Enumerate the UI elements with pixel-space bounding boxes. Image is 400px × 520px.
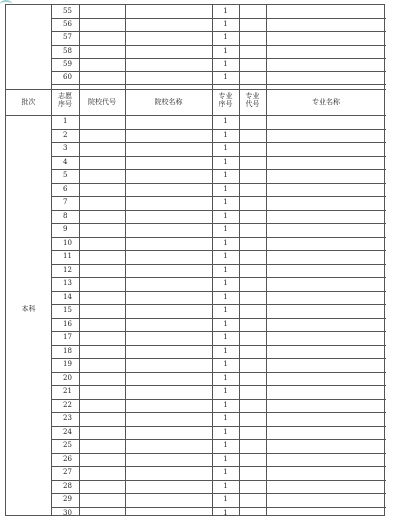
header-major-no-line1: 专业 xyxy=(218,92,233,100)
major-seq-value: 1 xyxy=(223,252,228,260)
choice-number: 58 xyxy=(63,46,72,55)
choice-number: 12 xyxy=(63,265,72,274)
header-choice-no-line2: 序号 xyxy=(58,100,72,108)
header-major-code-line1: 专业 xyxy=(245,92,260,100)
major-seq-value: 1 xyxy=(223,144,228,152)
choice-number: 1 xyxy=(63,117,68,125)
major-seq-value: 1 xyxy=(223,441,228,449)
major-seq-value: 1 xyxy=(223,117,228,125)
header-major-no-line2: 序号 xyxy=(218,100,233,108)
choice-number: 8 xyxy=(63,211,68,220)
choice-number: 11 xyxy=(63,252,72,260)
header-choice-no xyxy=(51,92,79,108)
major-seq-value: 1 xyxy=(223,427,228,436)
major-seq-value: 1 xyxy=(223,33,228,42)
major-seq-value: 1 xyxy=(223,171,228,179)
major-seq-value: 1 xyxy=(223,454,228,463)
choice-number: 25 xyxy=(63,441,72,449)
major-seq-value: 1 xyxy=(223,157,228,166)
choice-number: 55 xyxy=(63,7,72,15)
major-seq-value: 1 xyxy=(223,360,228,368)
choice-number: 5 xyxy=(63,171,68,179)
major-seq-value: 1 xyxy=(223,225,228,233)
batch-label: 本科 xyxy=(21,305,36,313)
header-batch: 批次 xyxy=(21,98,36,106)
major-seq-value: 1 xyxy=(223,468,228,476)
choice-number: 13 xyxy=(63,279,72,287)
choice-number: 59 xyxy=(63,59,72,68)
major-seq-value: 1 xyxy=(223,373,228,382)
header-major-no xyxy=(212,92,239,108)
header-major-code xyxy=(239,92,266,108)
choice-number: 30 xyxy=(63,508,72,517)
choice-number: 17 xyxy=(63,333,72,341)
choice-number: 3 xyxy=(63,144,68,152)
major-seq-value: 1 xyxy=(223,279,228,287)
choice-number: 7 xyxy=(63,198,68,206)
choice-number: 29 xyxy=(63,495,72,503)
choice-number: 24 xyxy=(63,427,72,436)
major-seq-value: 1 xyxy=(223,292,228,301)
choice-number: 15 xyxy=(63,306,72,314)
major-seq-value: 1 xyxy=(223,414,228,422)
major-seq-value: 1 xyxy=(223,238,228,247)
major-seq-value: 1 xyxy=(223,7,228,15)
major-seq-value: 1 xyxy=(223,508,228,517)
header-school-name: 院校名称 xyxy=(154,98,183,106)
major-seq-value: 1 xyxy=(223,333,228,341)
choice-number: 18 xyxy=(63,346,72,355)
choice-number: 56 xyxy=(63,20,72,29)
major-seq-value: 1 xyxy=(223,346,228,355)
major-seq-value: 1 xyxy=(223,400,228,409)
major-seq-value: 1 xyxy=(223,46,228,55)
choice-number: 28 xyxy=(63,481,72,490)
choice-number: 26 xyxy=(63,454,72,463)
choice-number: 16 xyxy=(63,319,72,328)
row-divider xyxy=(6,89,386,90)
major-seq-value: 1 xyxy=(223,73,228,81)
row-divider xyxy=(51,84,386,85)
major-seq-value: 1 xyxy=(223,211,228,220)
choice-number: 6 xyxy=(63,184,68,193)
choice-number: 22 xyxy=(63,400,72,409)
major-seq-value: 1 xyxy=(223,306,228,314)
choice-number: 27 xyxy=(63,468,72,476)
header-school-code: 院校代号 xyxy=(88,98,116,106)
major-seq-value: 1 xyxy=(223,265,228,274)
major-seq-value: 1 xyxy=(223,198,228,206)
choice-number: 2 xyxy=(63,130,68,139)
choice-number: 60 xyxy=(63,73,72,81)
choice-number: 23 xyxy=(63,414,72,422)
major-seq-value: 1 xyxy=(223,59,228,68)
header-major-name: 专业名称 xyxy=(312,98,340,106)
choice-number: 14 xyxy=(63,292,72,301)
major-seq-value: 1 xyxy=(223,184,228,193)
header-major-code-line2: 代号 xyxy=(245,100,260,108)
major-seq-value: 1 xyxy=(223,319,228,328)
choice-number: 20 xyxy=(63,373,72,382)
major-seq-value: 1 xyxy=(223,481,228,490)
choice-number: 19 xyxy=(63,360,72,368)
header-choice-no-line1: 志愿 xyxy=(58,92,72,100)
choice-number: 21 xyxy=(63,387,72,395)
major-seq-value: 1 xyxy=(223,130,228,139)
choice-number: 57 xyxy=(63,33,72,42)
choice-number: 10 xyxy=(63,238,72,247)
choice-number: 9 xyxy=(63,225,68,233)
major-seq-value: 1 xyxy=(223,387,228,395)
major-seq-value: 1 xyxy=(223,20,228,29)
choice-number: 4 xyxy=(63,157,68,166)
major-seq-value: 1 xyxy=(223,495,228,503)
choice-table xyxy=(5,4,385,516)
